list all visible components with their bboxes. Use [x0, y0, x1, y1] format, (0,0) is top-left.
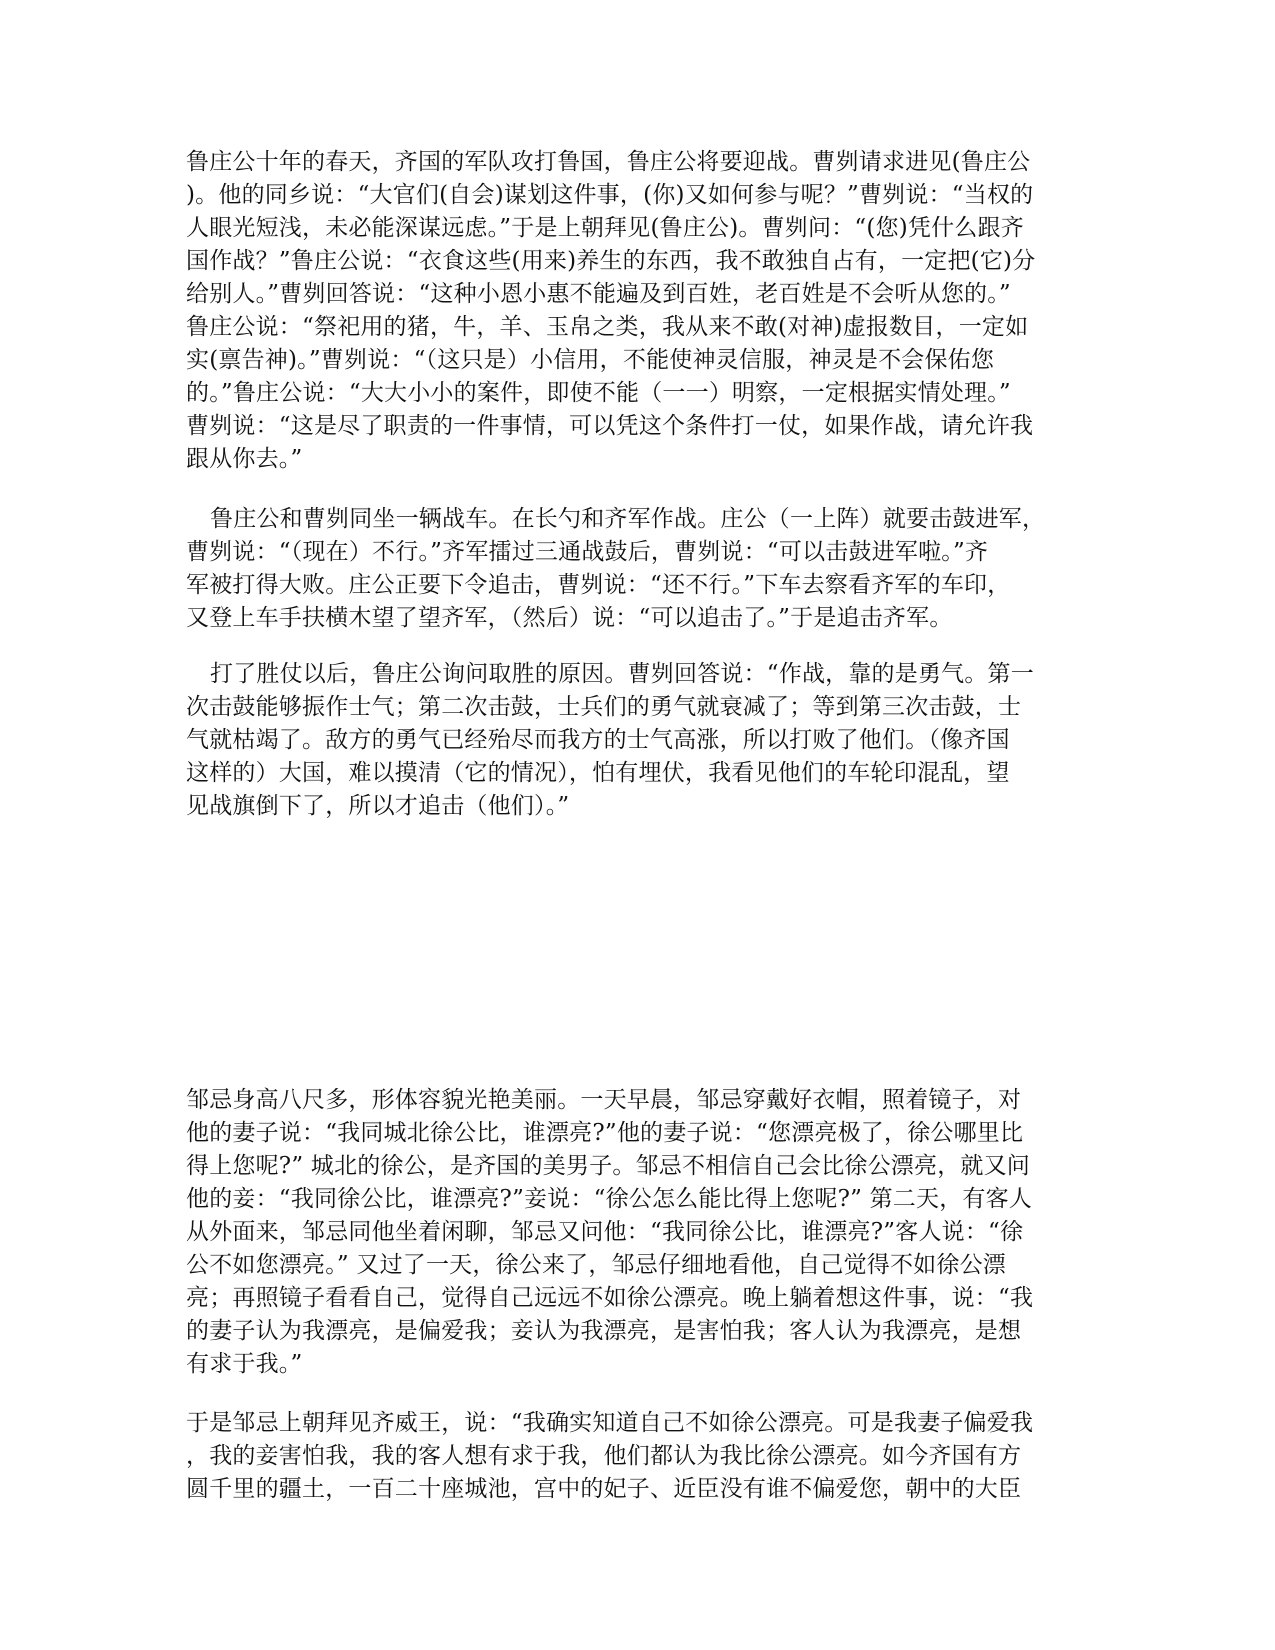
- paragraph-2: [186, 503, 1086, 635]
- text-line: 从外面来，邹忌同他坐着闲聊，邹忌又问他：“我同徐公比，谁漂亮?”客人说：“徐: [186, 1219, 1024, 1245]
- text-line: 这样的）大国，难以摸清（它的情况），怕有埋伏，我看见他们的车轮印混乱，望: [186, 760, 1010, 786]
- text-line: 又登上车手扶横木望了望齐军，（然后）说：“可以追击了。”于是追击齐军。: [186, 605, 953, 631]
- text-line: )。他的同乡说：“大官们(自会)谋划这件事，(你)又如何参与呢？”曹刿说：“当权的: [186, 182, 1034, 208]
- text-line: 亮；再照镜子看看自己，觉得自己远远不如徐公漂亮。晚上躺着想这件事，说：“我: [186, 1285, 1034, 1311]
- paragraph-4: [186, 1084, 1086, 1381]
- text-line: 他的妾：“我同徐公比，谁漂亮?”妾说：“徐公怎么能比得上您呢?” 第二天，有客人: [186, 1186, 1033, 1212]
- text-line: 得上您呢?” 城北的徐公，是齐国的美男子。邹忌不相信自己会比徐公漂亮，就又问: [186, 1153, 1031, 1179]
- paragraph-3: [186, 658, 1086, 823]
- text-line: 有求于我。”: [186, 1351, 303, 1377]
- text-line: 的。”鲁庄公说：“大大小小的案件，即使不能（一一）明察，一定根据实情处理。”: [186, 380, 1011, 406]
- text-line: 跟从你去。”: [186, 446, 303, 472]
- text-line: 于是邹忌上朝拜见齐威王，说：“我确实知道自己不如徐公漂亮。可是我妻子偏爱我: [186, 1410, 1034, 1436]
- text-line: 鲁庄公说：“祭祀用的猪，牛，羊、玉帛之类，我从来不敢(对神)虚报数目，一定如: [186, 314, 1029, 340]
- text-line: ，我的妾害怕我，我的客人想有求于我，他们都认为我比徐公漂亮。如今齐国有方: [186, 1443, 1022, 1469]
- paragraph-1: [186, 146, 1086, 476]
- text-line: 圆千里的疆土，一百二十座城池，宫中的妃子、近臣没有谁不偏爱您，朝中的大臣: [186, 1476, 1022, 1502]
- paragraph-5: [186, 1407, 1086, 1506]
- text-line: 军被打得大败。庄公正要下令追击，曹刿说：“还不行。”下车去察看齐军的车印，: [186, 572, 1011, 598]
- text-line: 他的妻子说：“我同城北徐公比，谁漂亮?”他的妻子说：“您漂亮极了，徐公哪里比: [186, 1120, 1024, 1146]
- text-line: 的妻子认为我漂亮，是偏爱我；妾认为我漂亮，是害怕我；客人认为我漂亮，是想: [186, 1318, 1022, 1344]
- text-line: 气就枯竭了。敌方的勇气已经殆尽而我方的士气高涨，所以打败了他们。（像齐国: [186, 727, 1010, 753]
- text-line: 邹忌身高八尺多，形体容貌光艳美丽。一天早晨，邹忌穿戴好衣帽，照着镜子，对: [186, 1087, 1022, 1113]
- text-line: 曹刿说：“这是尽了职责的一件事情，可以凭这个条件打一仗，如果作战，请允许我: [186, 413, 1034, 439]
- text-line: 次击鼓能够振作士气；第二次击鼓，士兵们的勇气就衰减了；等到第三次击鼓，士: [186, 694, 1022, 720]
- text-line: 鲁庄公和曹刿同坐一辆战车。在长勺和齐军作战。庄公（一上阵）就要击鼓进军，: [210, 506, 1046, 532]
- text-line: 给别人。”曹刿回答说：“这种小恩小惠不能遍及到百姓，老百姓是不会听从您的。”: [186, 281, 1011, 307]
- text-line: 曹刿说：“（现在）不行。”齐军擂过三通战鼓后，曹刿说：“可以击鼓进军啦。”齐: [186, 539, 989, 565]
- text-line: 公不如您漂亮。” 又过了一天，徐公来了，邹忌仔细地看他，自己觉得不如徐公漂: [186, 1252, 1006, 1278]
- text-line: 鲁庄公十年的春天，齐国的军队攻打鲁国，鲁庄公将要迎战。曹刿请求进见(鲁庄公: [186, 149, 1031, 175]
- text-line: 打了胜仗以后，鲁庄公询问取胜的原因。曹刿回答说：“作战，靠的是勇气。第一: [210, 661, 1034, 687]
- text-line: 人眼光短浅，未必能深谋远虑。”于是上朝拜见(鲁庄公)。曹刿问：“(您)凭什么跟齐: [186, 215, 1024, 241]
- text-line: 见战旗倒下了，所以才追击（他们）。”: [186, 793, 570, 819]
- text-line: 实(禀告神)。”曹刿说：“（这只是）小信用，不能使神灵信服，神灵是不会保佑您: [186, 347, 995, 373]
- text-line: 国作战？”鲁庄公说：“衣食这些(用来)养生的东西，我不敢独自占有，一定把(它)分: [186, 248, 1036, 274]
